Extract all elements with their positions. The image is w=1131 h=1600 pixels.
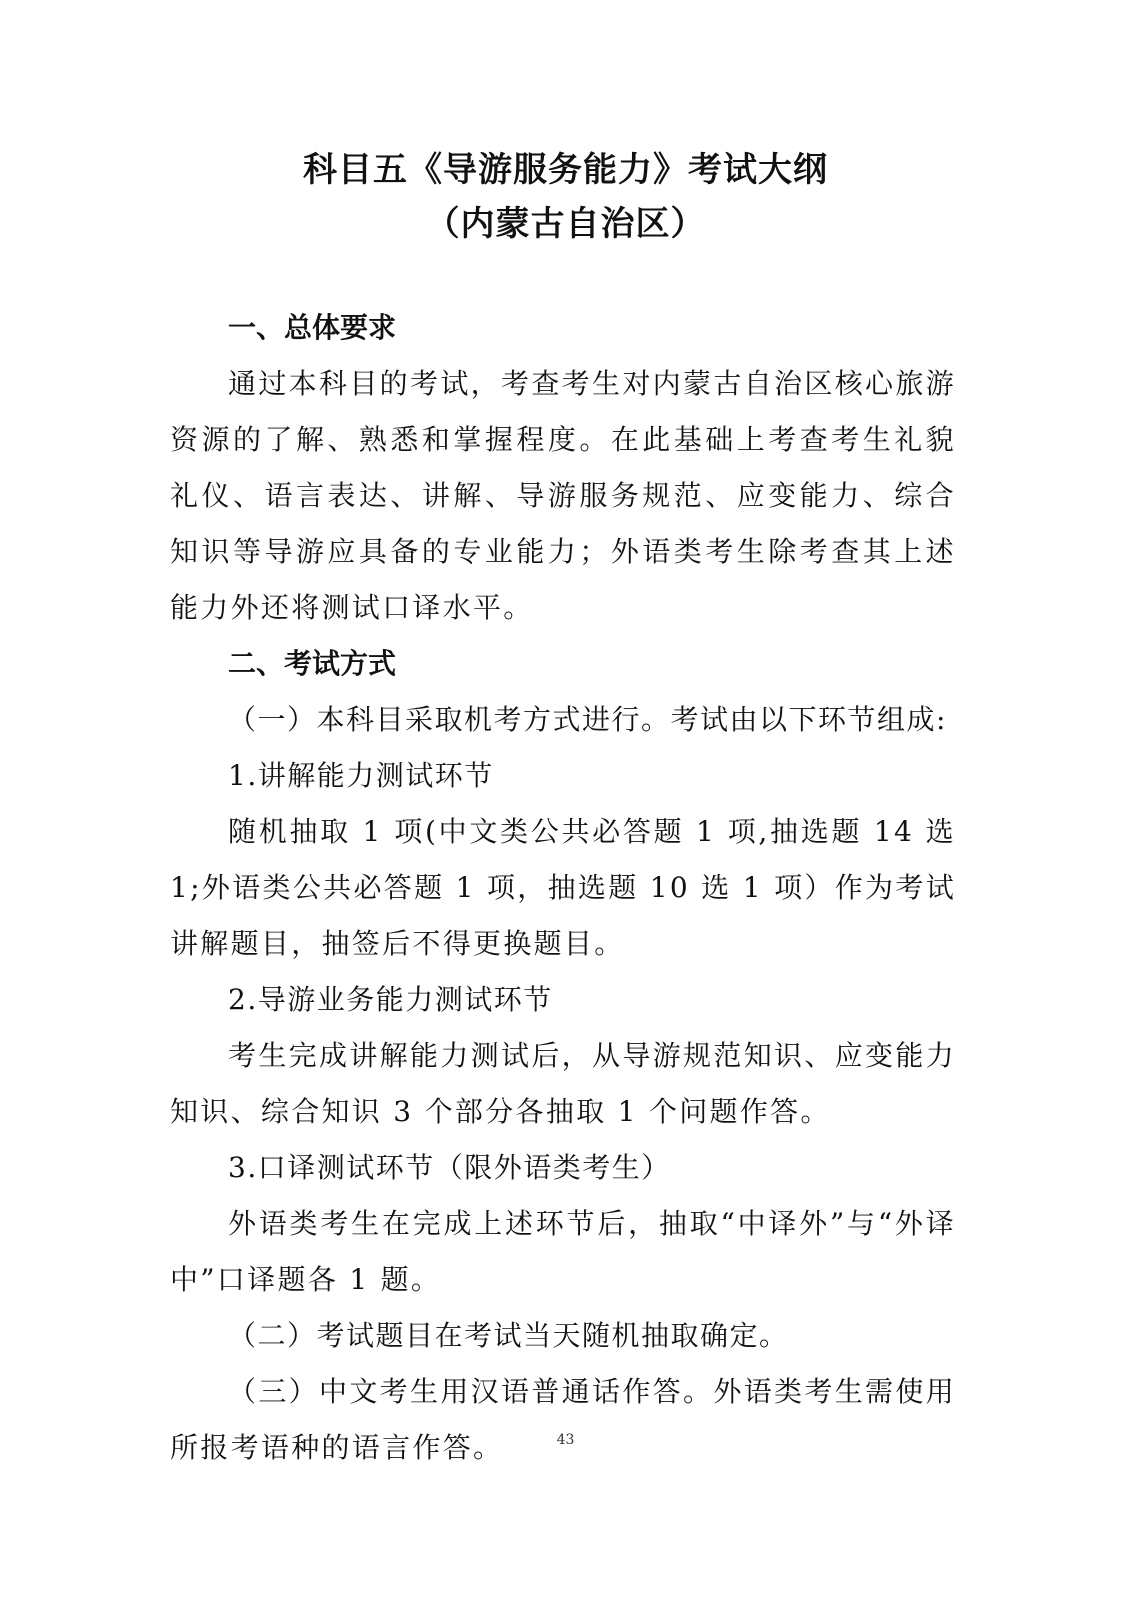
explanation-test-paragraph: 随机抽取 1 项(中文类公共必答题 1 项,抽选题 14 选 1;外语类公共必答题 1 项，抽选题 10 选 1 项）作为考试讲解题目，抽签后不得更换题目。 bbox=[170, 815, 956, 960]
interpretation-test-paragraph: 外语类考生在完成上述环节后，抽取“中译外”与“外译中”口译题各 1 题。 bbox=[170, 1207, 956, 1296]
document-title: 科目五《导游服务能力》考试大纲 bbox=[303, 150, 828, 190]
subsection-title-business-test: 2.导游业务能力测试环节 bbox=[228, 983, 553, 1016]
subsection-title-interpretation-test: 3.口译测试环节（限外语类考生） bbox=[228, 1151, 671, 1184]
subsection-title-explanation-test: 1.讲解能力测试环节 bbox=[228, 759, 494, 792]
general-requirements-paragraph: 通过本科目的考试，考查考生对内蒙古自治区核心旅游资源的了解、熟悉和掌握程度。在此基础上考查考生礼貌礼仪、语言表达、讲解、导游服务规范、应变能力、综合知识等导游应具备的专业能力；外语类考生除考查其上述能力外还将测试口译水平。 bbox=[170, 367, 956, 624]
business-test-paragraph: 考生完成讲解能力测试后，从导游规范知识、应变能力知识、综合知识 3 个部分各抽取 1 个问题作答。 bbox=[170, 1039, 956, 1128]
exam-method-item-3: （三）中文考生用汉语普通话作答。外语类考生需使用所报考语种的语言作答。 bbox=[170, 1375, 956, 1464]
section-heading-general-requirements: 一、总体要求 bbox=[228, 311, 397, 344]
page-number: 43 bbox=[556, 1432, 575, 1448]
document-body bbox=[170, 300, 956, 1476]
section-heading-exam-method: 二、考试方式 bbox=[228, 647, 397, 680]
exam-method-item-1: （一）本科目采取机考方式进行。考试由以下环节组成: bbox=[228, 703, 947, 736]
document-subtitle: （内蒙古自治区） bbox=[425, 204, 706, 244]
exam-method-item-2: （二）考试题目在考试当天随机抽取确定。 bbox=[228, 1319, 789, 1352]
